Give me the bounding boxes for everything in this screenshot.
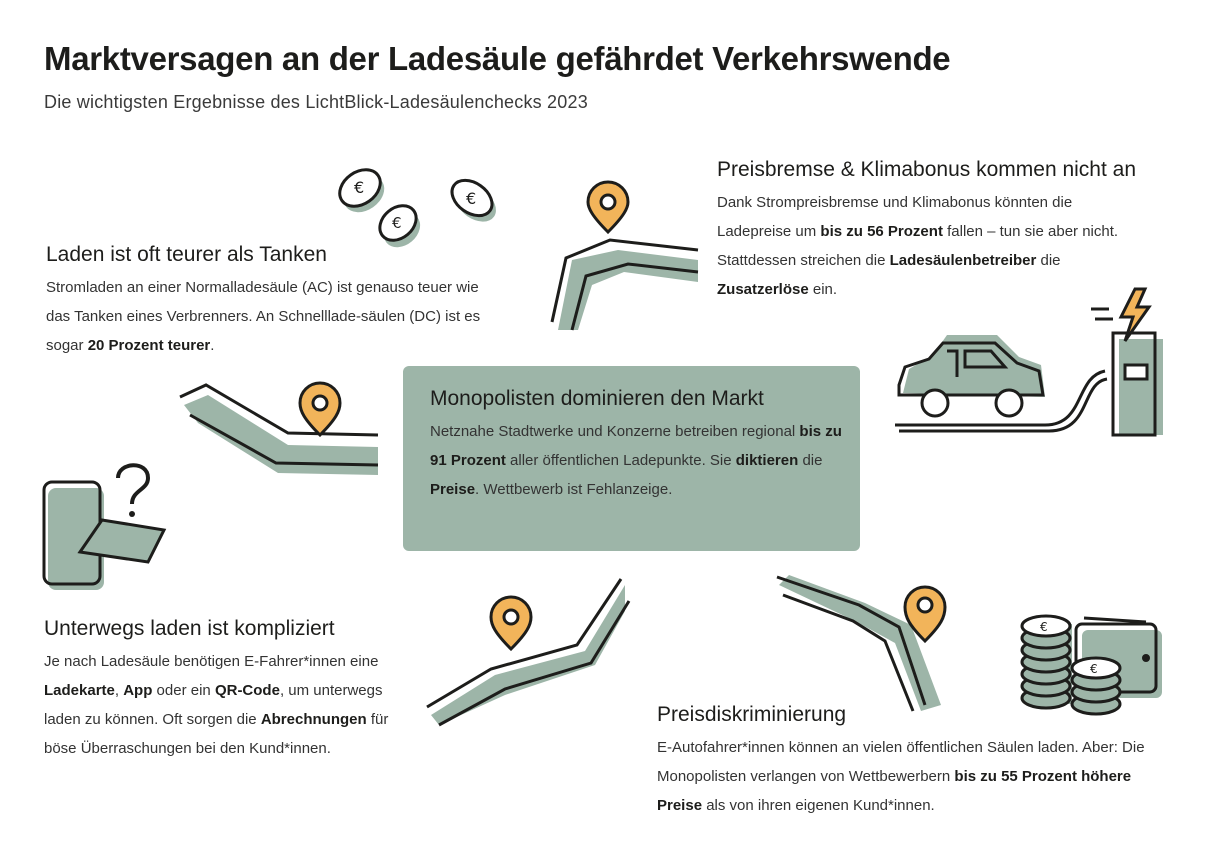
section-unterwegs-body: Je nach Ladesäule benötigen E-Fahrer*innen eine Ladekarte, App oder ein QR-Code, um unterwegs laden zu können. Oft sorgen die Abrechnungen für böse Überraschungen bei den Kund*innen. xyxy=(44,653,389,757)
coins-icon xyxy=(330,160,510,260)
section-laden-title: Laden ist oft teurer als Tanken xyxy=(46,243,327,266)
charging-station-icon xyxy=(1113,333,1163,435)
page-subtitle: Die wichtigsten Ergebnisse des LichtBlick-Ladesäulenchecks 2023 xyxy=(44,92,588,112)
map-pin-icon xyxy=(588,182,628,232)
section-diskriminierung-body: E-Autofahrer*innen können an vielen öffentlichen Säulen laden. Aber: Die Monopolisten verlangen von Wettbewerbern bis zu 55 Prozent höhere Preise als von ihren eigenen Kund*innen. xyxy=(657,739,1145,814)
section-unterwegs-title: Unterwegs laden ist kompliziert xyxy=(44,617,335,640)
section-monopol xyxy=(430,387,850,504)
page-title: Marktversagen an der Ladesäule gefährdet Verkehrswende xyxy=(44,40,951,77)
question-mark-icon xyxy=(118,465,148,517)
coin-stack-icon xyxy=(1018,608,1168,718)
section-diskriminierung xyxy=(657,703,1157,820)
road-icon xyxy=(178,375,388,485)
svg-text:€: € xyxy=(392,214,402,232)
road-icon xyxy=(775,565,965,715)
map-pin-icon xyxy=(300,383,340,435)
section-preisbremse-title: Preisbremse & Klimabonus kommen nicht an xyxy=(717,158,1137,181)
svg-text:€: € xyxy=(354,178,365,197)
section-preisbremse xyxy=(717,158,1147,304)
road-icon xyxy=(425,575,635,735)
svg-text:€: € xyxy=(466,189,477,208)
svg-text:€: € xyxy=(1040,620,1048,634)
section-unterwegs xyxy=(44,617,414,763)
smartphone-icon xyxy=(40,458,180,598)
svg-text:€: € xyxy=(1090,662,1098,676)
road-icon xyxy=(548,180,718,340)
map-pin-icon xyxy=(491,597,531,649)
section-laden xyxy=(46,243,486,360)
section-preisbremse-body: Dank Strompreisbremse und Klimabonus könnten die Ladepreise um bis zu 56 Prozent fallen – tun sie aber nicht. Stattdessen streichen die Ladesäulenbetreiber die Zusatzerlöse ein. xyxy=(717,194,1119,298)
section-monopol-body: Netznahe Stadtwerke und Konzerne betreiben regional bis zu 91 Prozent aller öffentlichen Ladepunkte. Sie diktieren die Preise. Wettbewerb ist Fehlanzeige. xyxy=(430,423,842,498)
section-monopol-title: Monopolisten dominieren den Markt xyxy=(430,387,764,410)
section-laden-body: Stromladen an einer Normalladesäule (AC) ist genauso teuer wie das Tanken eines Verbrenners. An Schnelllade-säulen (DC) ist es sogar 20 Prozent teurer. xyxy=(46,279,481,354)
electric-car-icon xyxy=(895,285,1175,445)
section-diskriminierung-title: Preisdiskriminierung xyxy=(657,703,847,726)
